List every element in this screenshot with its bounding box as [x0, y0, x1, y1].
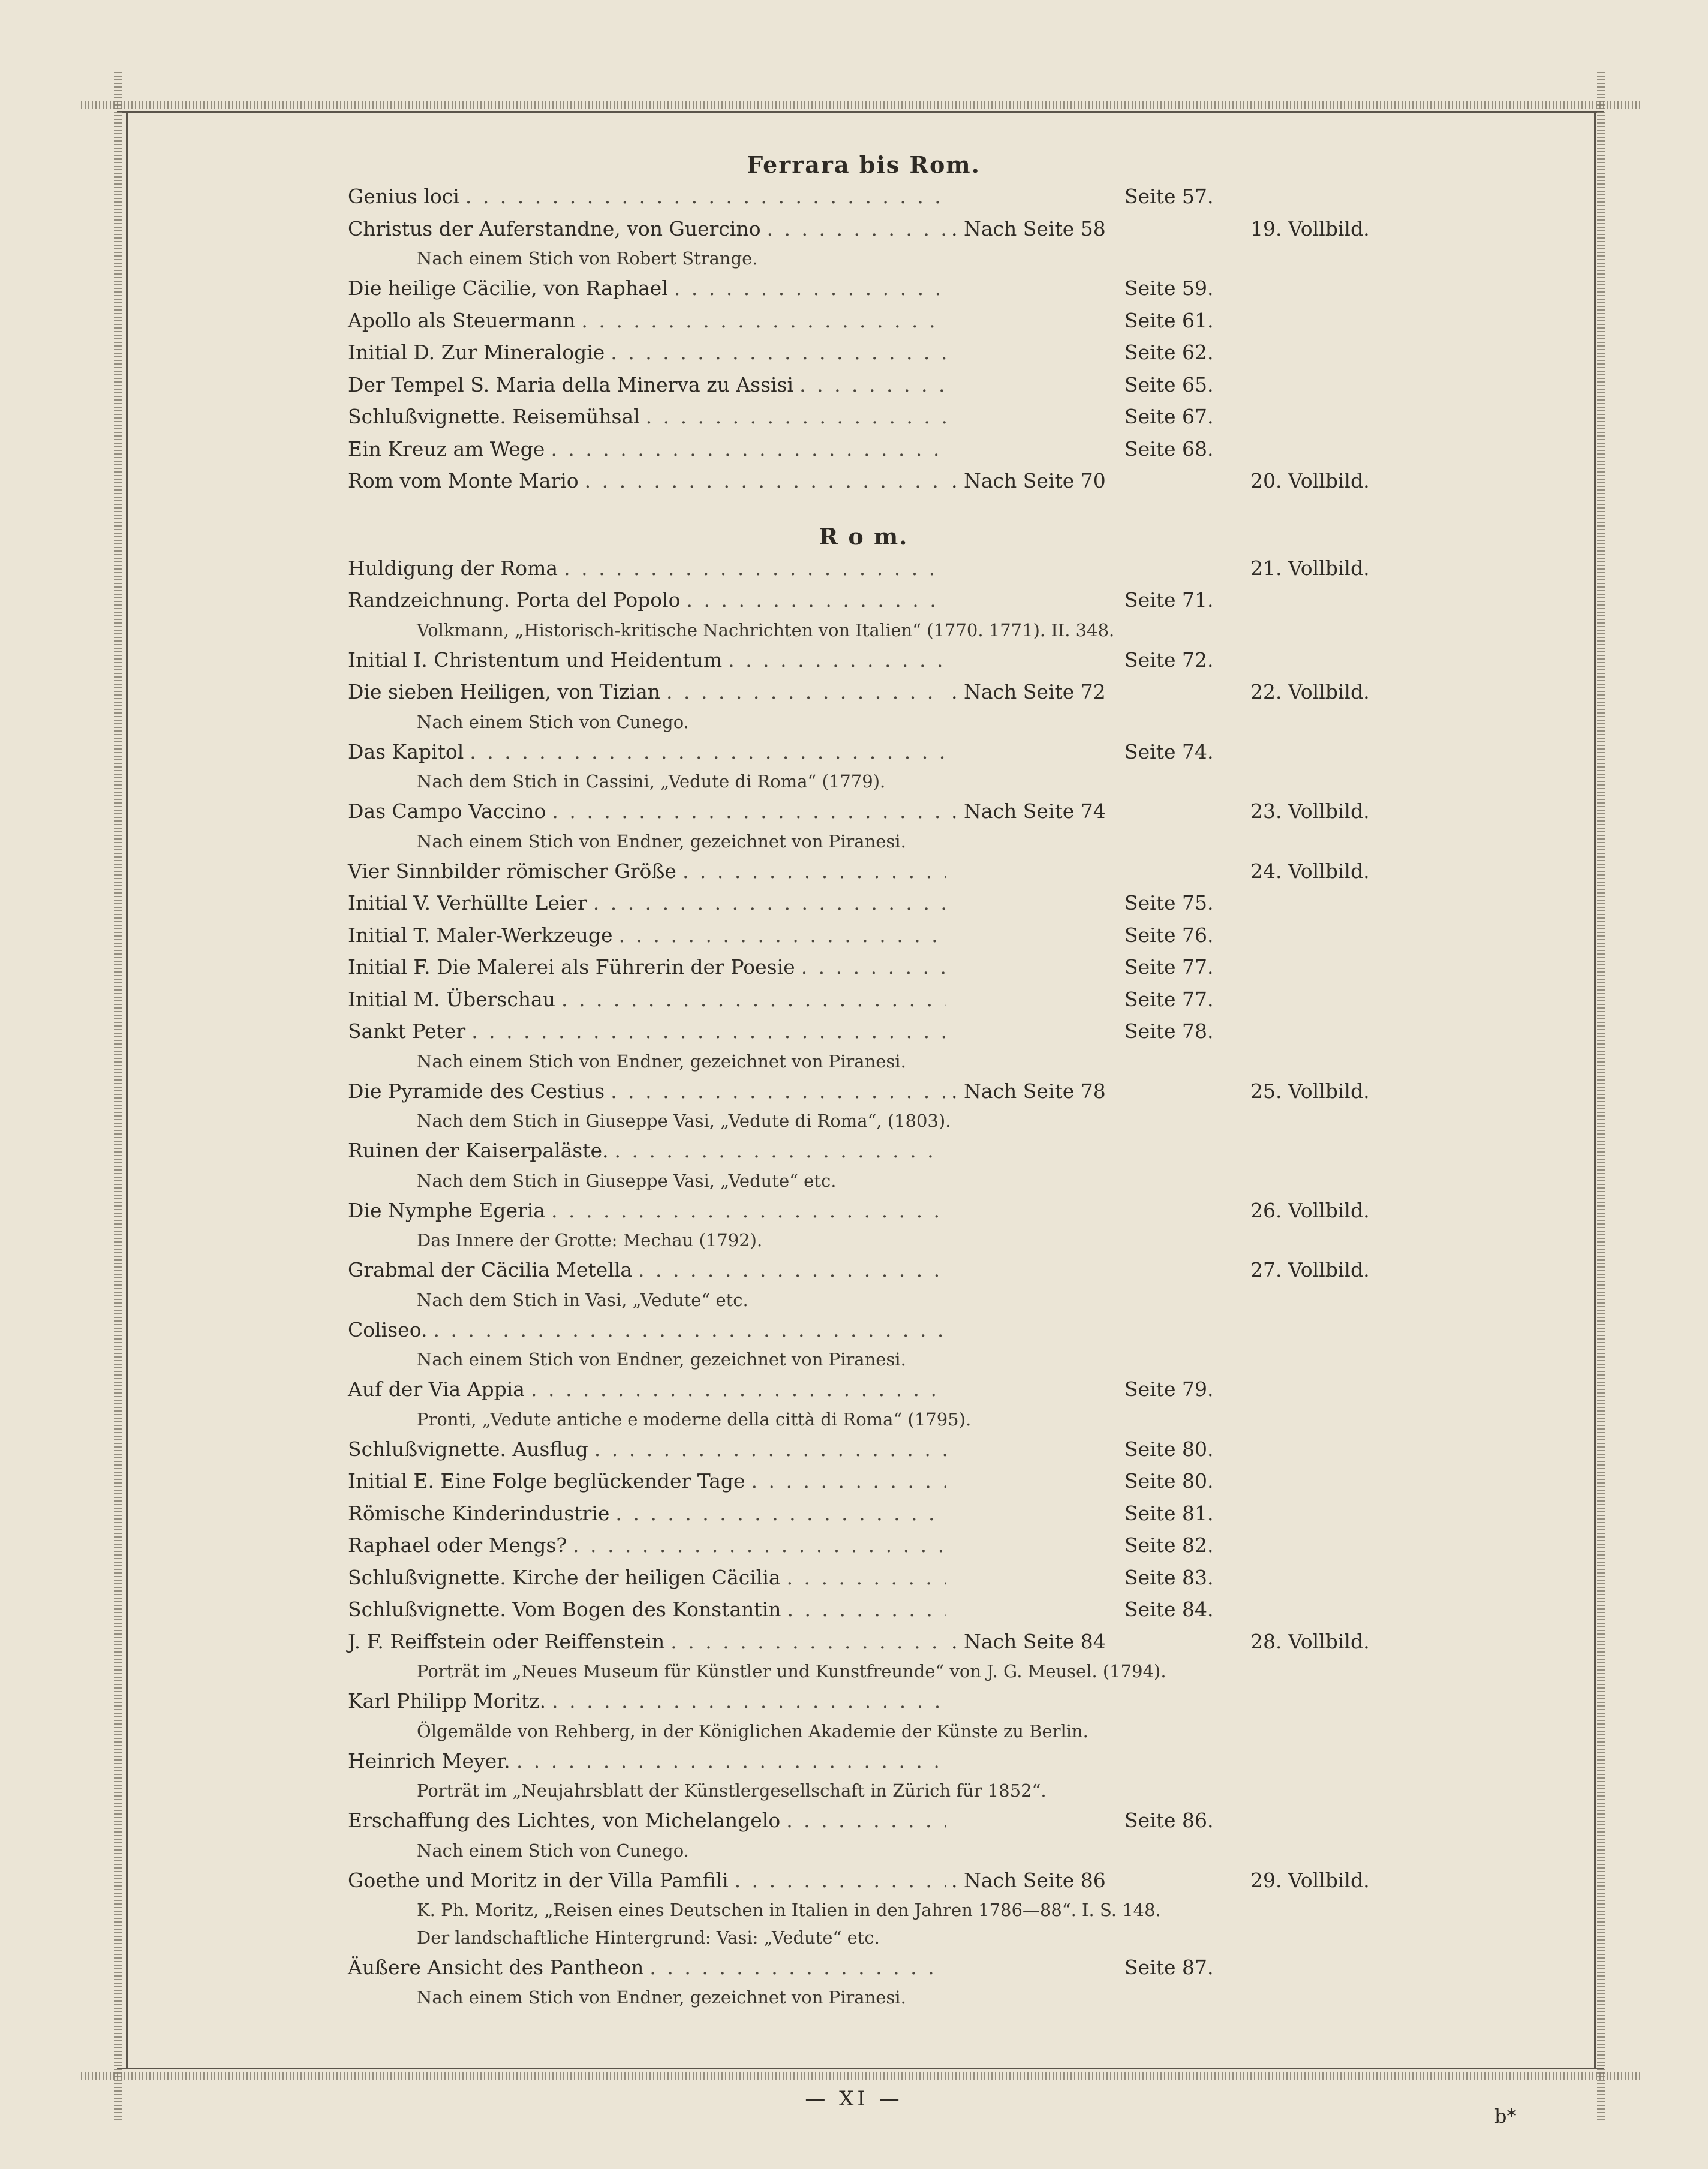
- entry-page: Seite 80.: [1124, 1469, 1214, 1493]
- list-item: [348, 1804, 1379, 1837]
- entry-plate: 27. Vollbild.: [1250, 1258, 1370, 1281]
- list-item: [348, 855, 1379, 888]
- list-item: [348, 736, 1379, 768]
- entry-page: Seite 78.: [1124, 1019, 1214, 1043]
- entry-title: Initial F. Die Malerei als Führerin der Poesie: [348, 955, 795, 979]
- dot-leader: [799, 369, 946, 401]
- list-item: [348, 1015, 1379, 1048]
- entry-after-page: . Nach Seite 70: [951, 469, 1106, 492]
- entry-title: Vier Sinnbilder römischer Größe: [348, 859, 676, 883]
- entry-title: Karl Philipp Moritz.: [348, 1689, 546, 1713]
- entry-after-page: . Nach Seite 74: [951, 799, 1106, 823]
- entry-plate: 19. Vollbild.: [1250, 216, 1370, 240]
- entry-source-note: Nach dem Stich in Cassini, „Vedute di Roma“ (1779).: [417, 771, 886, 792]
- dot-leader: [619, 919, 946, 952]
- page-number: — XI —: [805, 2087, 903, 2111]
- list-item: [348, 1626, 1379, 1658]
- entry-plate: 21. Vollbild.: [1250, 556, 1370, 580]
- entry-page: Seite 71.: [1124, 588, 1214, 612]
- entry-plate: 29. Vollbild.: [1250, 1868, 1370, 1892]
- dot-leader: [594, 1433, 946, 1466]
- list-item: [348, 584, 1379, 616]
- list-item: [348, 1195, 1379, 1227]
- entry-source-note: Das Innere der Grotte: Mechau (1792).: [417, 1230, 763, 1250]
- entry-page: Seite 83.: [1124, 1565, 1214, 1589]
- top-border: [81, 101, 1640, 109]
- entry-source-note: Nach einem Stich von Cunego.: [417, 711, 689, 732]
- list-item: [348, 1075, 1379, 1108]
- list-item: [348, 181, 1379, 213]
- entry-title: Die Pyramide des Cestius: [348, 1079, 605, 1103]
- entry-page: Seite 81.: [1124, 1501, 1214, 1525]
- list-item: [348, 1373, 1379, 1406]
- signature-mark: b*: [1494, 2105, 1517, 2128]
- entry-after-page: . Nach Seite 72: [951, 680, 1106, 703]
- entry-page: Seite 80.: [1124, 1437, 1214, 1461]
- entry-source-note: Der landschaftliche Hintergrund: Vasi: „Vedute“ etc.: [417, 1927, 880, 1948]
- entry-title: Römische Kinderindustrie: [348, 1501, 610, 1525]
- entry-title: Erschaffung des Lichtes, von Michelangelo: [348, 1809, 781, 1832]
- list-item: [348, 1314, 1379, 1346]
- entry-title: Initial V. Verhüllte Leier: [348, 891, 587, 914]
- entry-title: Die heilige Cäcilie, von Raphael: [348, 276, 668, 300]
- dot-leader: [751, 1465, 946, 1497]
- entry-title: Sankt Peter: [348, 1019, 466, 1043]
- entry-title: Schlußvignette. Ausflug: [348, 1437, 588, 1461]
- dot-leader: [465, 181, 946, 213]
- entry-title: Coliseo.: [348, 1317, 428, 1341]
- dot-leader: [735, 1864, 946, 1897]
- entry-source-note: Nach einem Stich von Endner, gezeichnet von Piranesi.: [417, 1349, 906, 1370]
- dot-leader: [573, 1529, 946, 1562]
- entry-title: Schlußvignette. Vom Bogen des Konstantin: [348, 1598, 781, 1621]
- entry-title: J. F. Reiffstein oder Reiffenstein: [348, 1629, 665, 1653]
- entry-source-note: Volkmann, „Historisch-kritische Nachrichten von Italien“ (1770. 1771). II. 348.: [417, 619, 1115, 640]
- list-item: [348, 336, 1379, 369]
- list-item: [348, 1864, 1379, 1897]
- dot-leader: [682, 855, 946, 888]
- entry-title: Ein Kreuz am Wege: [348, 437, 545, 461]
- entry-plate: 24. Vollbild.: [1250, 859, 1370, 883]
- entry-page: Seite 72.: [1124, 648, 1214, 672]
- dot-leader: [611, 1075, 946, 1108]
- entry-page: Seite 61.: [1124, 308, 1214, 332]
- dot-leader: [552, 795, 946, 828]
- bottom-rule: [117, 2068, 1604, 2069]
- section-heading: R o m.: [819, 522, 909, 550]
- list-item: [348, 369, 1379, 401]
- dot-leader: [470, 736, 946, 768]
- entry-title: Initial T. Maler-Werkzeuge: [348, 923, 613, 947]
- list-item: [348, 644, 1379, 676]
- section-heading: Ferrara bis Rom.: [747, 151, 981, 178]
- entry-title: Ruinen der Kaiserpaläste.: [348, 1139, 609, 1162]
- entry-page: Seite 76.: [1124, 923, 1214, 947]
- dot-leader: [687, 584, 946, 616]
- entry-source-note: Nach dem Stich in Vasi, „Vedute“ etc.: [417, 1289, 748, 1310]
- entry-source-note: Nach einem Stich von Endner, gezeichnet von Piranesi.: [417, 1051, 906, 1072]
- entry-title: Initial D. Zur Mineralogie: [348, 341, 605, 364]
- entry-title: Der Tempel S. Maria della Minerva zu Assisi: [348, 372, 794, 396]
- entry-title: Grabmal der Cäcilia Metella: [348, 1258, 632, 1281]
- list-item: [348, 465, 1379, 497]
- entry-title: Schlußvignette. Reisemühsal: [348, 405, 640, 428]
- top-rule: [117, 111, 1604, 113]
- right-rule: [1594, 111, 1596, 2069]
- entry-page: Seite 79.: [1124, 1377, 1214, 1401]
- dot-leader: [614, 1135, 946, 1167]
- entry-source-note: Nach einem Stich von Endner, gezeichnet von Piranesi.: [417, 831, 906, 852]
- dot-leader: [767, 213, 946, 245]
- entry-page: Seite 74.: [1124, 739, 1214, 763]
- left-rule: [126, 111, 128, 2069]
- dot-leader: [433, 1314, 946, 1346]
- dot-leader: [615, 1497, 946, 1530]
- entry-plate: 20. Vollbild.: [1250, 469, 1370, 492]
- entry-title: Initial I. Christentum und Heidentum: [348, 648, 723, 672]
- dot-leader: [564, 552, 946, 585]
- list-item: [348, 1497, 1379, 1530]
- list-item: [348, 433, 1379, 465]
- entry-source-note: Ölgemälde von Rehberg, in der Königlichen Akademie der Künste zu Berlin.: [417, 1720, 1088, 1741]
- list-item: [348, 1562, 1379, 1594]
- entry-page: Seite 77.: [1124, 987, 1214, 1011]
- entry-title: Rom vom Monte Mario: [348, 469, 579, 492]
- dot-leader: [787, 1562, 946, 1594]
- entry-plate: 26. Vollbild.: [1250, 1198, 1370, 1222]
- entry-source-note: Nach einem Stich von Cunego.: [417, 1840, 689, 1861]
- entry-title: Genius loci: [348, 185, 459, 208]
- list-item: [348, 919, 1379, 952]
- entry-title: Schlußvignette. Kirche der heiligen Cäcilia: [348, 1565, 781, 1589]
- dot-leader: [638, 1254, 946, 1286]
- entry-source-note: K. Ph. Moritz, „Reisen eines Deutschen in Italien in den Jahren 1786—88“. I. S. 148.: [417, 1900, 1161, 1920]
- list-item: [348, 1745, 1379, 1777]
- entry-source-note: Porträt im „Neues Museum für Künstler und Kunstfreunde“ von J. G. Meusel. (1794).: [417, 1661, 1166, 1681]
- list-item: [348, 983, 1379, 1016]
- left-border: [114, 72, 122, 2123]
- entry-page: Seite 77.: [1124, 955, 1214, 979]
- dot-leader: [561, 983, 946, 1016]
- list-item: [348, 951, 1379, 983]
- entry-source-note: Nach dem Stich in Giuseppe Vasi, „Vedute di Roma“, (1803).: [417, 1111, 951, 1131]
- list-item: [348, 272, 1379, 305]
- list-item: [348, 1135, 1379, 1167]
- list-item: [348, 1465, 1379, 1497]
- entry-title: Initial M. Überschau: [348, 987, 555, 1011]
- list-item: [348, 401, 1379, 433]
- entry-title: Heinrich Meyer.: [348, 1749, 510, 1773]
- list-item: [348, 887, 1379, 919]
- right-border: [1597, 72, 1605, 2123]
- dot-leader: [516, 1745, 946, 1777]
- list-item: [348, 552, 1379, 585]
- entry-page: Seite 65.: [1124, 372, 1214, 396]
- dot-leader: [786, 1804, 946, 1837]
- entry-title: Äußere Ansicht des Pantheon: [348, 1956, 644, 1979]
- list-item: [348, 795, 1379, 828]
- entry-page: Seite 84.: [1124, 1598, 1214, 1621]
- entry-title: Apollo als Steuermann: [348, 308, 576, 332]
- table-of-illustrations: [348, 147, 1379, 2035]
- entry-source-note: Pronti, „Vedute antiche e moderne della città di Roma“ (1795).: [417, 1409, 972, 1430]
- dot-leader: [581, 305, 946, 337]
- entry-title: Raphael oder Mengs?: [348, 1533, 567, 1557]
- entry-after-page: . Nach Seite 58: [951, 216, 1106, 240]
- entry-title: Randzeichnung. Porta del Popolo: [348, 588, 681, 612]
- list-item: [348, 1529, 1379, 1562]
- entry-title: Die sieben Heiligen, von Tizian: [348, 680, 660, 703]
- dot-leader: [787, 1593, 946, 1626]
- dot-leader: [649, 1951, 946, 1984]
- dot-leader: [585, 465, 946, 497]
- entry-page: Seite 67.: [1124, 405, 1214, 428]
- list-item: [348, 1951, 1379, 1984]
- list-item: [348, 1593, 1379, 1626]
- entry-plate: 22. Vollbild.: [1250, 680, 1370, 703]
- entry-title: Die Nymphe Egeria: [348, 1198, 545, 1222]
- entry-plate: 28. Vollbild.: [1250, 1629, 1370, 1653]
- section: [348, 149, 1379, 497]
- dot-leader: [646, 401, 946, 433]
- dot-leader: [551, 433, 946, 465]
- entry-title: Huldigung der Roma: [348, 556, 558, 580]
- entry-plate: 23. Vollbild.: [1250, 799, 1370, 823]
- entry-source-note: Porträt im „Neujahrsblatt der Künstlergesellschaft in Zürich für 1852“.: [417, 1780, 1047, 1801]
- dot-leader: [471, 1015, 946, 1048]
- entry-title: Goethe und Moritz in der Villa Pamfili: [348, 1868, 729, 1892]
- entry-page: Seite 68.: [1124, 437, 1214, 461]
- entry-title: Initial E. Eine Folge beglückender Tage: [348, 1469, 745, 1493]
- dot-leader: [552, 1685, 946, 1717]
- dot-leader: [593, 887, 946, 919]
- entry-page: Seite 59.: [1124, 276, 1214, 300]
- entry-plate: 25. Vollbild.: [1250, 1079, 1370, 1103]
- entry-title: Christus der Auferstandne, von Guercino: [348, 216, 761, 240]
- entry-title: Auf der Via Appia: [348, 1377, 525, 1401]
- dot-leader: [531, 1373, 946, 1406]
- list-item: [348, 305, 1379, 337]
- dot-leader: [670, 1626, 946, 1658]
- entry-after-page: . Nach Seite 84: [951, 1629, 1106, 1653]
- list-item: [348, 213, 1379, 245]
- entry-page: Seite 82.: [1124, 1533, 1214, 1557]
- dot-leader: [551, 1195, 946, 1227]
- entry-source-note: Nach einem Stich von Robert Strange.: [417, 248, 758, 269]
- entry-source-note: Nach dem Stich in Giuseppe Vasi, „Vedute“ etc.: [417, 1170, 837, 1191]
- entry-after-page: . Nach Seite 78: [951, 1079, 1106, 1103]
- bottom-border: [81, 2072, 1640, 2080]
- entry-source-note: Nach einem Stich von Endner, gezeichnet von Piranesi.: [417, 1987, 906, 2008]
- entry-page: Seite 57.: [1124, 185, 1214, 208]
- entry-page: Seite 75.: [1124, 891, 1214, 914]
- entry-after-page: . Nach Seite 86: [951, 1868, 1106, 1892]
- entry-title: Das Kapitol: [348, 739, 464, 763]
- dot-leader: [666, 676, 946, 708]
- dot-leader: [801, 951, 946, 983]
- list-item: [348, 1685, 1379, 1717]
- list-item: [348, 676, 1379, 708]
- entry-page: Seite 62.: [1124, 341, 1214, 364]
- section: [348, 521, 1379, 2011]
- dot-leader: [674, 272, 946, 305]
- list-item: [348, 1433, 1379, 1466]
- dot-leader: [611, 336, 946, 369]
- dot-leader: [728, 644, 946, 676]
- entry-page: Seite 87.: [1124, 1956, 1214, 1979]
- entry-page: Seite 86.: [1124, 1809, 1214, 1832]
- entry-title: Das Campo Vaccino: [348, 799, 546, 823]
- list-item: [348, 1254, 1379, 1286]
